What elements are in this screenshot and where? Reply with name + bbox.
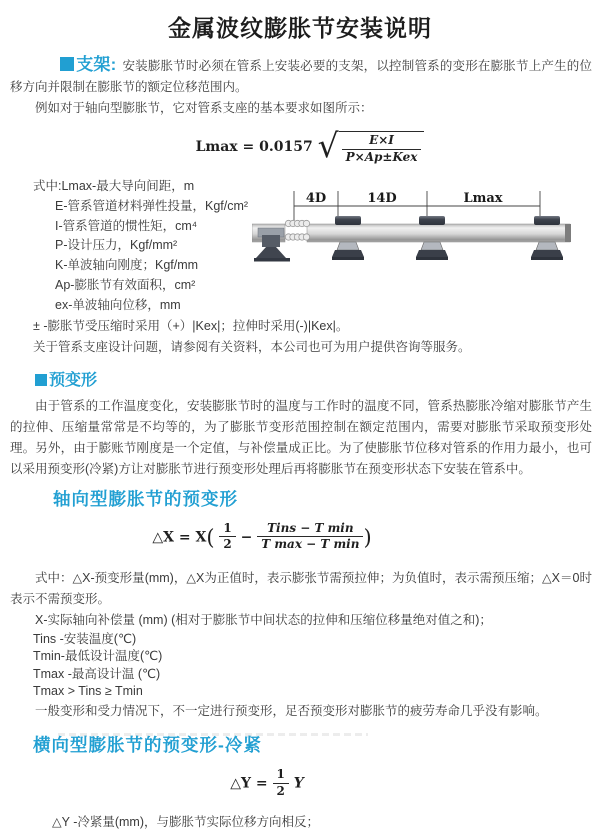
- definition-line: I-管系管道的惯性矩，cm⁴: [55, 218, 198, 233]
- dimension-label-lmax: Lmax: [463, 191, 503, 206]
- pipe-support-diagram: [256, 177, 596, 316]
- support-section-label: [60, 55, 116, 74]
- dimension-lines: [294, 191, 540, 224]
- close-paren: ): [363, 524, 372, 549]
- open-paren: (: [206, 524, 215, 549]
- lateral-formula-lhs: △Y: [230, 775, 252, 792]
- symbol-definitions-list: [10, 177, 256, 316]
- predeform-paragraph: 由于管系的工作温度变化，安装膨胀节时的温度与工作时的温度不同，管系热膨胀冷缩对膨胀节产生的拉伸、压缩量常常是不均等的，为了膨胀节变形范围控制在额定范围内，需要对膨胀节采取预变形处理。另外，由于膨账节刚度是一个定值，与补偿量成正比。为了使膨胀节位移对管系的作用力最小，也可以采用预变形(冷紧)方让对膨胀节进行预变形处理后再将膨胀节在预变形状态下安装在管系中。: [10, 398, 592, 476]
- consult-note: 关于管系支座设计问题，请参阅有关资料，本公司也可为用户提供咨询等服务。: [33, 339, 471, 354]
- axial-x-definition: X-实际轴向补偿量 (mm) (相对于膨胀节中间状态的拉伸和压缩位移量绝对值之和)；: [35, 612, 492, 627]
- pipe-main: [307, 224, 570, 242]
- definition-line: P-设计压力，Kgf/mm²: [55, 238, 178, 253]
- sqrt-radical: √ $\frac{E\times I}{\text{P×Ap±Kex}}$: [318, 129, 425, 165]
- bellows-icon: [285, 220, 309, 240]
- definition-line: 式中:Lmax-最大导向间距，m: [33, 179, 195, 193]
- definition-line: K-单波轴向刚度；Kgf/mm: [55, 258, 199, 273]
- plus-minus-note: ± -膨胀节受压缩时采用（+）|Kex|；拉伸时采用(-)|Kex|。: [33, 318, 349, 333]
- definitions-and-diagram: [10, 177, 596, 316]
- definition-line: Ap-膨胀节有效面积，cm²: [55, 277, 196, 292]
- axial-explain-paragraph: 式中：△X-预变形量(mm)，△X为正值时，表示膨张节需预拉伸；为负值时，表示需预压缩；△X＝0时表示不需预变形。: [10, 570, 592, 606]
- lateral-subsection-heading: 横向型膨胀节的预变形-冷紧: [33, 734, 262, 755]
- lmax-formula-eq: =: [242, 138, 255, 155]
- half-numerator: 1: [276, 766, 285, 781]
- page-title: 金属波纹膨胀节安装说明: [168, 15, 432, 41]
- predeform-heading-text: 预变形: [49, 371, 98, 389]
- axial-note: 一般变形和受力情况下，不一定进行预变形，足否预变形对膨胀节的疲劳寿命几乎没有影响。: [35, 703, 548, 718]
- lmax-formula: [0, 126, 600, 173]
- dimension-label-4d: 4D: [305, 191, 327, 206]
- clipped-bottom-line: [58, 733, 368, 736]
- temp-definition-line: Tins -安装温度(℃): [33, 631, 137, 646]
- lateral-predeform-formula: [0, 768, 600, 802]
- support-intro-text: 安装膨胀节时必须在管系上安装必要的支架，以控制管系的变形在膨胀节上产生的位移方向并限制在膨胀节的额定位移范围内。: [10, 59, 592, 94]
- axial-formula-eq: =: [178, 528, 191, 545]
- half-denominator: 2: [273, 783, 289, 799]
- lateral-formula-eq: =: [255, 775, 268, 792]
- lmax-formula-denominator: P×Ap±Kex: [342, 149, 422, 165]
- lmax-formula-numerator: E×I: [369, 133, 394, 147]
- support-section-label-text: 支架:: [76, 55, 117, 74]
- minus-sign: −: [240, 528, 253, 545]
- temp-inequality-line: Tmax > Tins ≥ Tmin: [33, 684, 143, 699]
- temp-definition-line: Tmax -最高设计温 (℃): [33, 666, 161, 681]
- temp-ratio-numerator: Tins − T min: [267, 520, 354, 535]
- pipe-support-diagram-svg: [252, 185, 596, 289]
- half-numerator: 1: [223, 520, 232, 535]
- definition-line: E-管系管道材料弹性投量，Kgf/cm²: [55, 198, 249, 213]
- half-denominator: 2: [219, 536, 235, 552]
- predeform-section-heading: [35, 371, 600, 391]
- definition-line: ex-单波轴向位移，mm: [55, 297, 181, 312]
- axial-formula-lhs: △X: [152, 528, 174, 545]
- lmax-formula-coef: 0.0157: [259, 138, 313, 155]
- dimension-label-14d: 14D: [367, 191, 397, 206]
- temp-ratio-denominator: T max − T min: [257, 536, 363, 552]
- pipe-end-cap: [565, 224, 571, 242]
- support-intro-paragraph: [10, 54, 592, 98]
- axial-subsection-heading: 轴向型膨胀节的预变形: [53, 488, 238, 509]
- axial-predeform-formula: [0, 522, 600, 560]
- lmax-formula-lhs: Lmax: [195, 138, 238, 155]
- lateral-note: △Y -冷紧量(mm)，与膨胀节实际位移方向相反；: [52, 814, 320, 829]
- temp-definition-line: Tmin-最低设计温度(℃): [33, 649, 163, 664]
- axial-formula-coef: X: [195, 528, 207, 545]
- support-example-line: 例如对于轴向型膨胀节，它对管系支座的基本要求如图所示：: [35, 101, 373, 115]
- blue-square-icon: [35, 374, 47, 386]
- lateral-formula-rhs: Y: [293, 775, 304, 792]
- blue-square-icon: [60, 57, 74, 71]
